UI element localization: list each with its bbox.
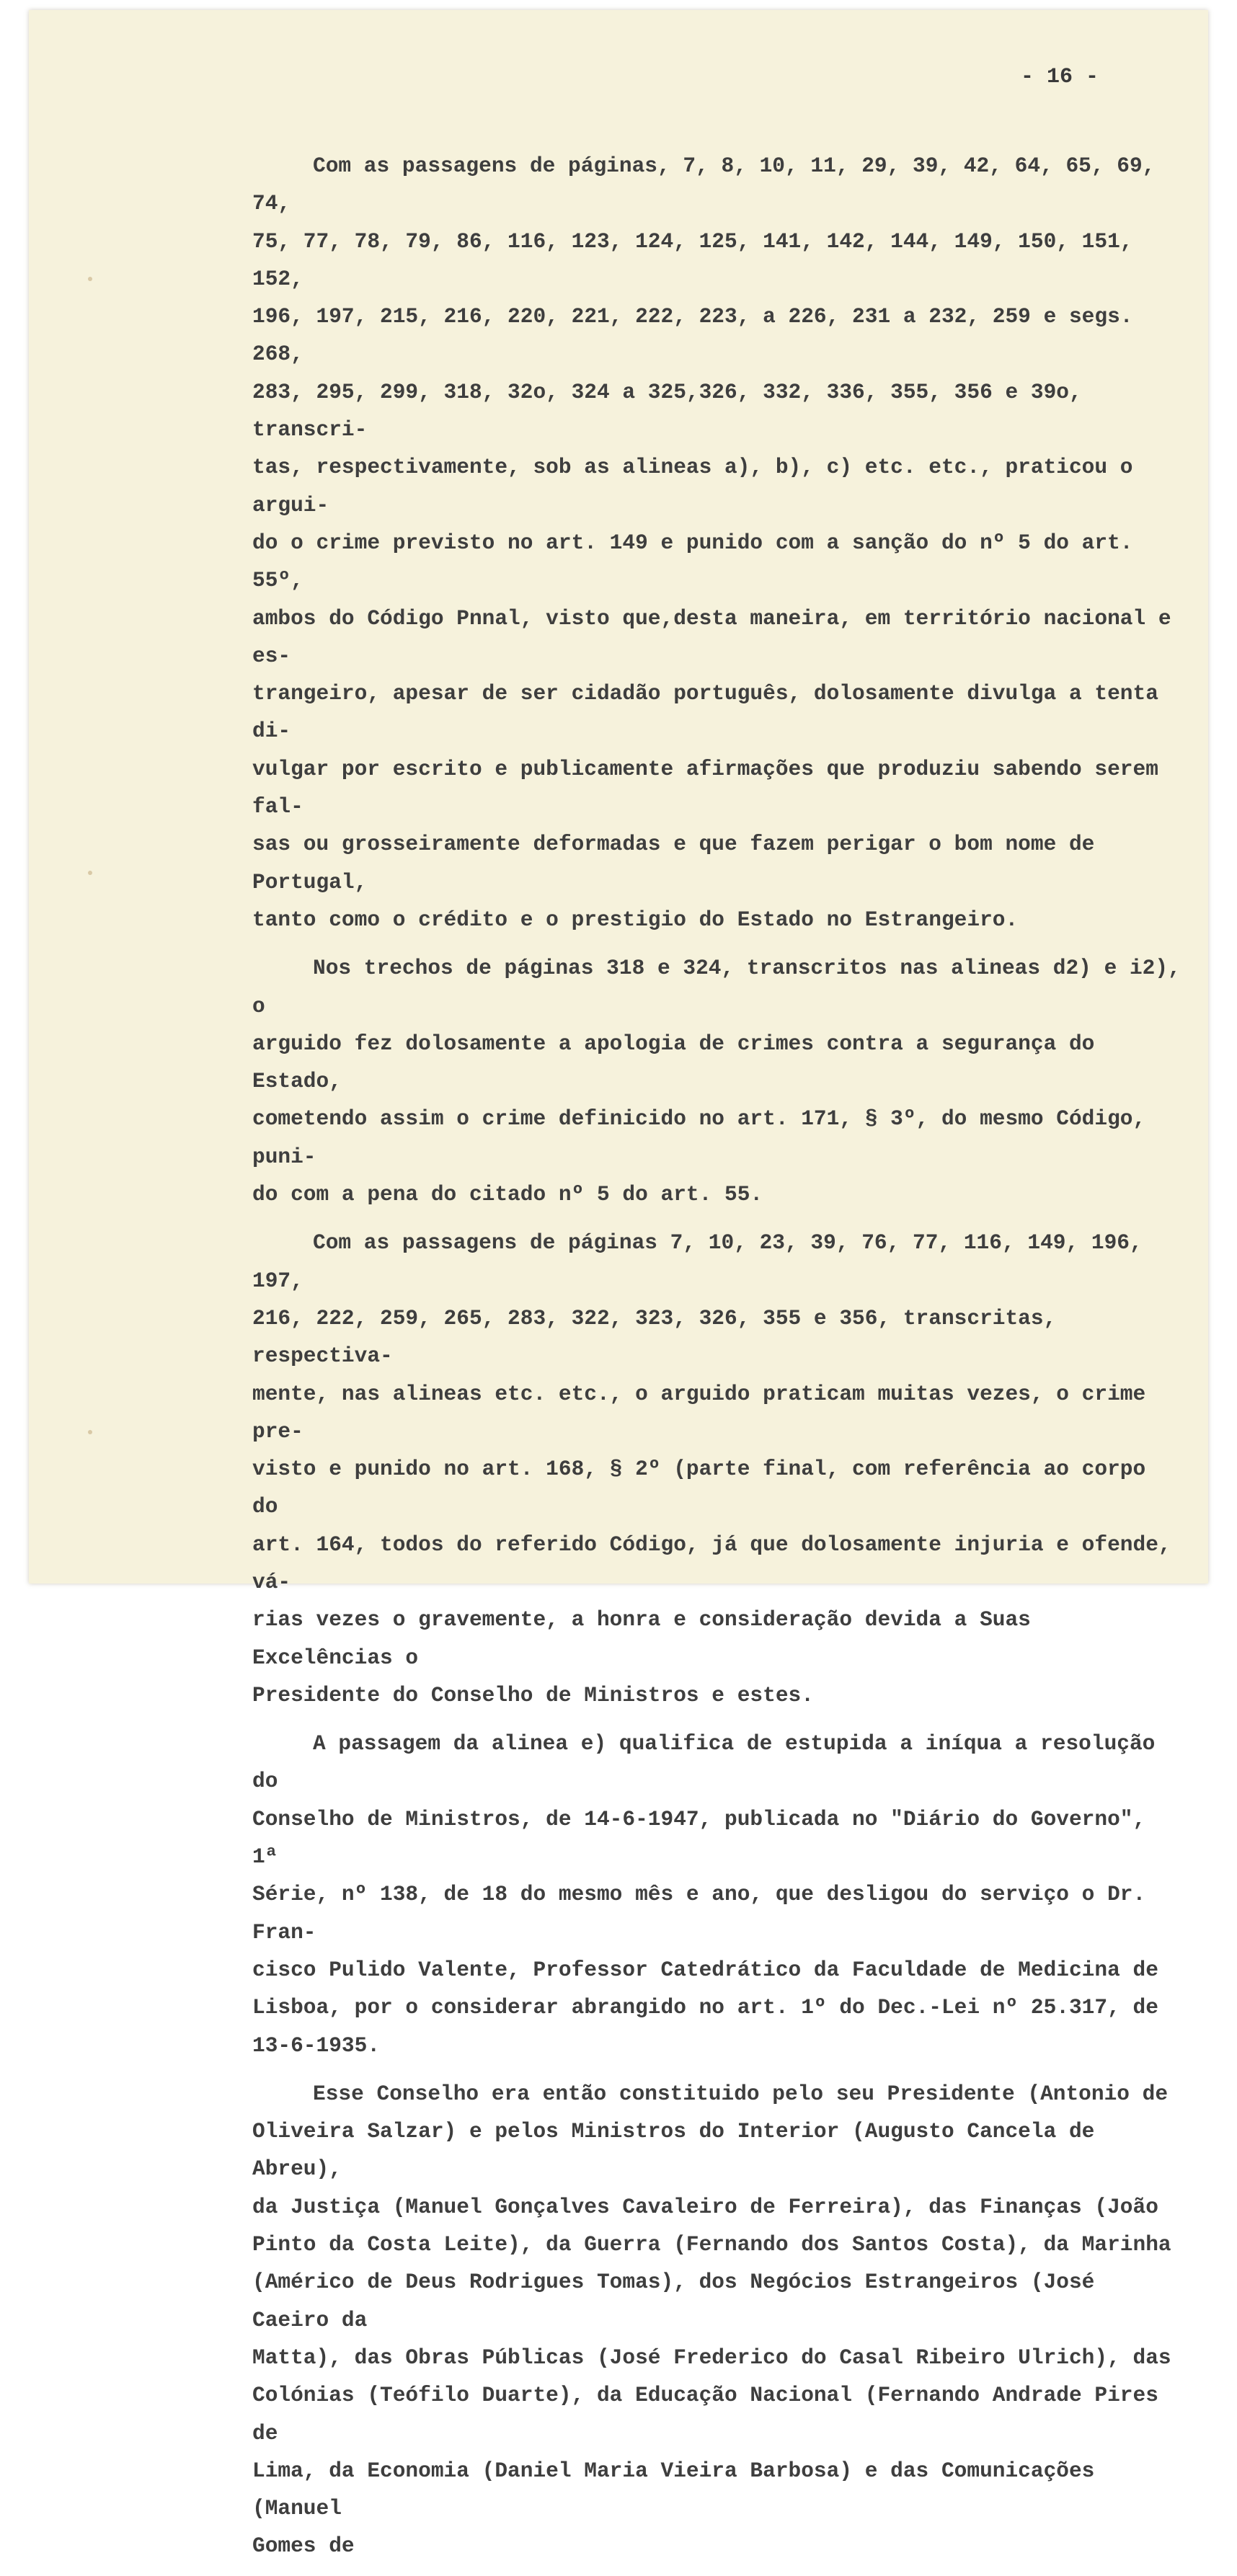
- paragraph-crime-art-149: Com as passagens de páginas, 7, 8, 10, 11, 29, 39, 42, 64, 65, 69, 74, 75, 77, 78, 79, 86, 116, 123, 124, 125, 141, 142, 144, 149, 150, 151, 152, 196, 197, 215, 216, 220, 221, 222, 223, a 226, 231 a 232, 259 e segs. 268, 283, 295, 299, 318, 32o, 324 a 325,326, 332, 336, 355, 356 e 39o, transcri- tas, respectivamente, sob as alineas a), b), c) etc. etc., praticou o argui- do o crime previsto no art. 149 e punido com a sanção do nº 5 do art. 55º, ambos do Código Pnnal, visto que,desta maneira, em território nacional e es- trangeiro, apesar de ser cidadão português, dolosamente divulga a tenta di- vulgar por escrito e publicamente afirmações que produziu sabendo serem fal- sas ou grosseiramente deformadas e que fazem perigar o bom nome de Portugal, tanto como o crédito e o prestigio do Estado no Estrangeiro.: [252, 154, 1171, 932]
- paragraph-resolution-1947: A passagem da alinea e) qualifica de estupida a iníqua a resolução do Conselho de Ministros, de 14-6-1947, publicada no "Diário do Governo", 1ª Série, nº 138, de 18 do mesmo mês e ano, que desligou do serviço o Dr. Fran- cisco Pulido Valente, Professor Catedrático da Faculdade de Medicina de Lisboa, por o considerar abrangido no art. 1º do Dec.-Lei nº 25.317, de 13-6-1935.: [252, 1731, 1158, 2058]
- staple-hole-mark: [88, 1430, 92, 1434]
- document-page: [29, 10, 1208, 2559]
- staple-hole-mark: [88, 871, 92, 875]
- paragraph-crime-art-171: Nos trechos de páginas 318 e 324, transcritos nas alineas d2) e i2), o arguido fez dolosamente a apologia de crimes contra a segurança do Estado, cometendo assim o crime definicido no art. 171, § 3º, do mesmo Código, puni- do com a pena do citado nº 5 do art. 55.: [252, 956, 1181, 1207]
- paragraph-council-members: Esse Conselho era então constituido pelo seu Presidente (Antonio de Oliveira Salzar) e pelos Ministros do Interior (Augusto Cancela de Abreu), da Justiça (Manuel Gonçalves Cavaleiro de Ferreira), das Finanças (João Pinto da Costa Leite), da Guerra (Fernando dos Santos Costa), da Marinha (Américo de Deus Rodrigues Tomas), dos Negócios Estrangeiros (José Caeiro da Matta), das Obras Públicas (José Frederico do Casal Ribeiro Ulrich), das Colónias (Teófilo Duarte), da Educação Nacional (Fernando Andrade Pires de Lima, da Economia (Daniel Maria Vieira Barbosa) e das Comunicações (Manuel Gomes de: [252, 2081, 1171, 2559]
- document-body: [252, 147, 1182, 2576]
- paragraph-crime-art-168: Com as passagens de páginas 7, 10, 23, 39, 76, 77, 116, 149, 196, 197, 216, 222, 259, 265, 283, 322, 323, 326, 355 e 356, transcritas, respectiva- mente, nas alineas etc. etc., o arguido praticam muitas vezes, o crime pre- visto e punido no art. 168, § 2º (parte final, com referência ao corpo do art. 164, todos do referido Código, já que dolosamente injuria e ofende, vá- rias vezes o gravemente, a honra e consideração devida a Suas Excelências o Presidente do Conselho de Ministros e estes.: [252, 1230, 1171, 1707]
- staple-hole-mark: [88, 277, 92, 281]
- page-number: - 16 -: [1021, 65, 1099, 89]
